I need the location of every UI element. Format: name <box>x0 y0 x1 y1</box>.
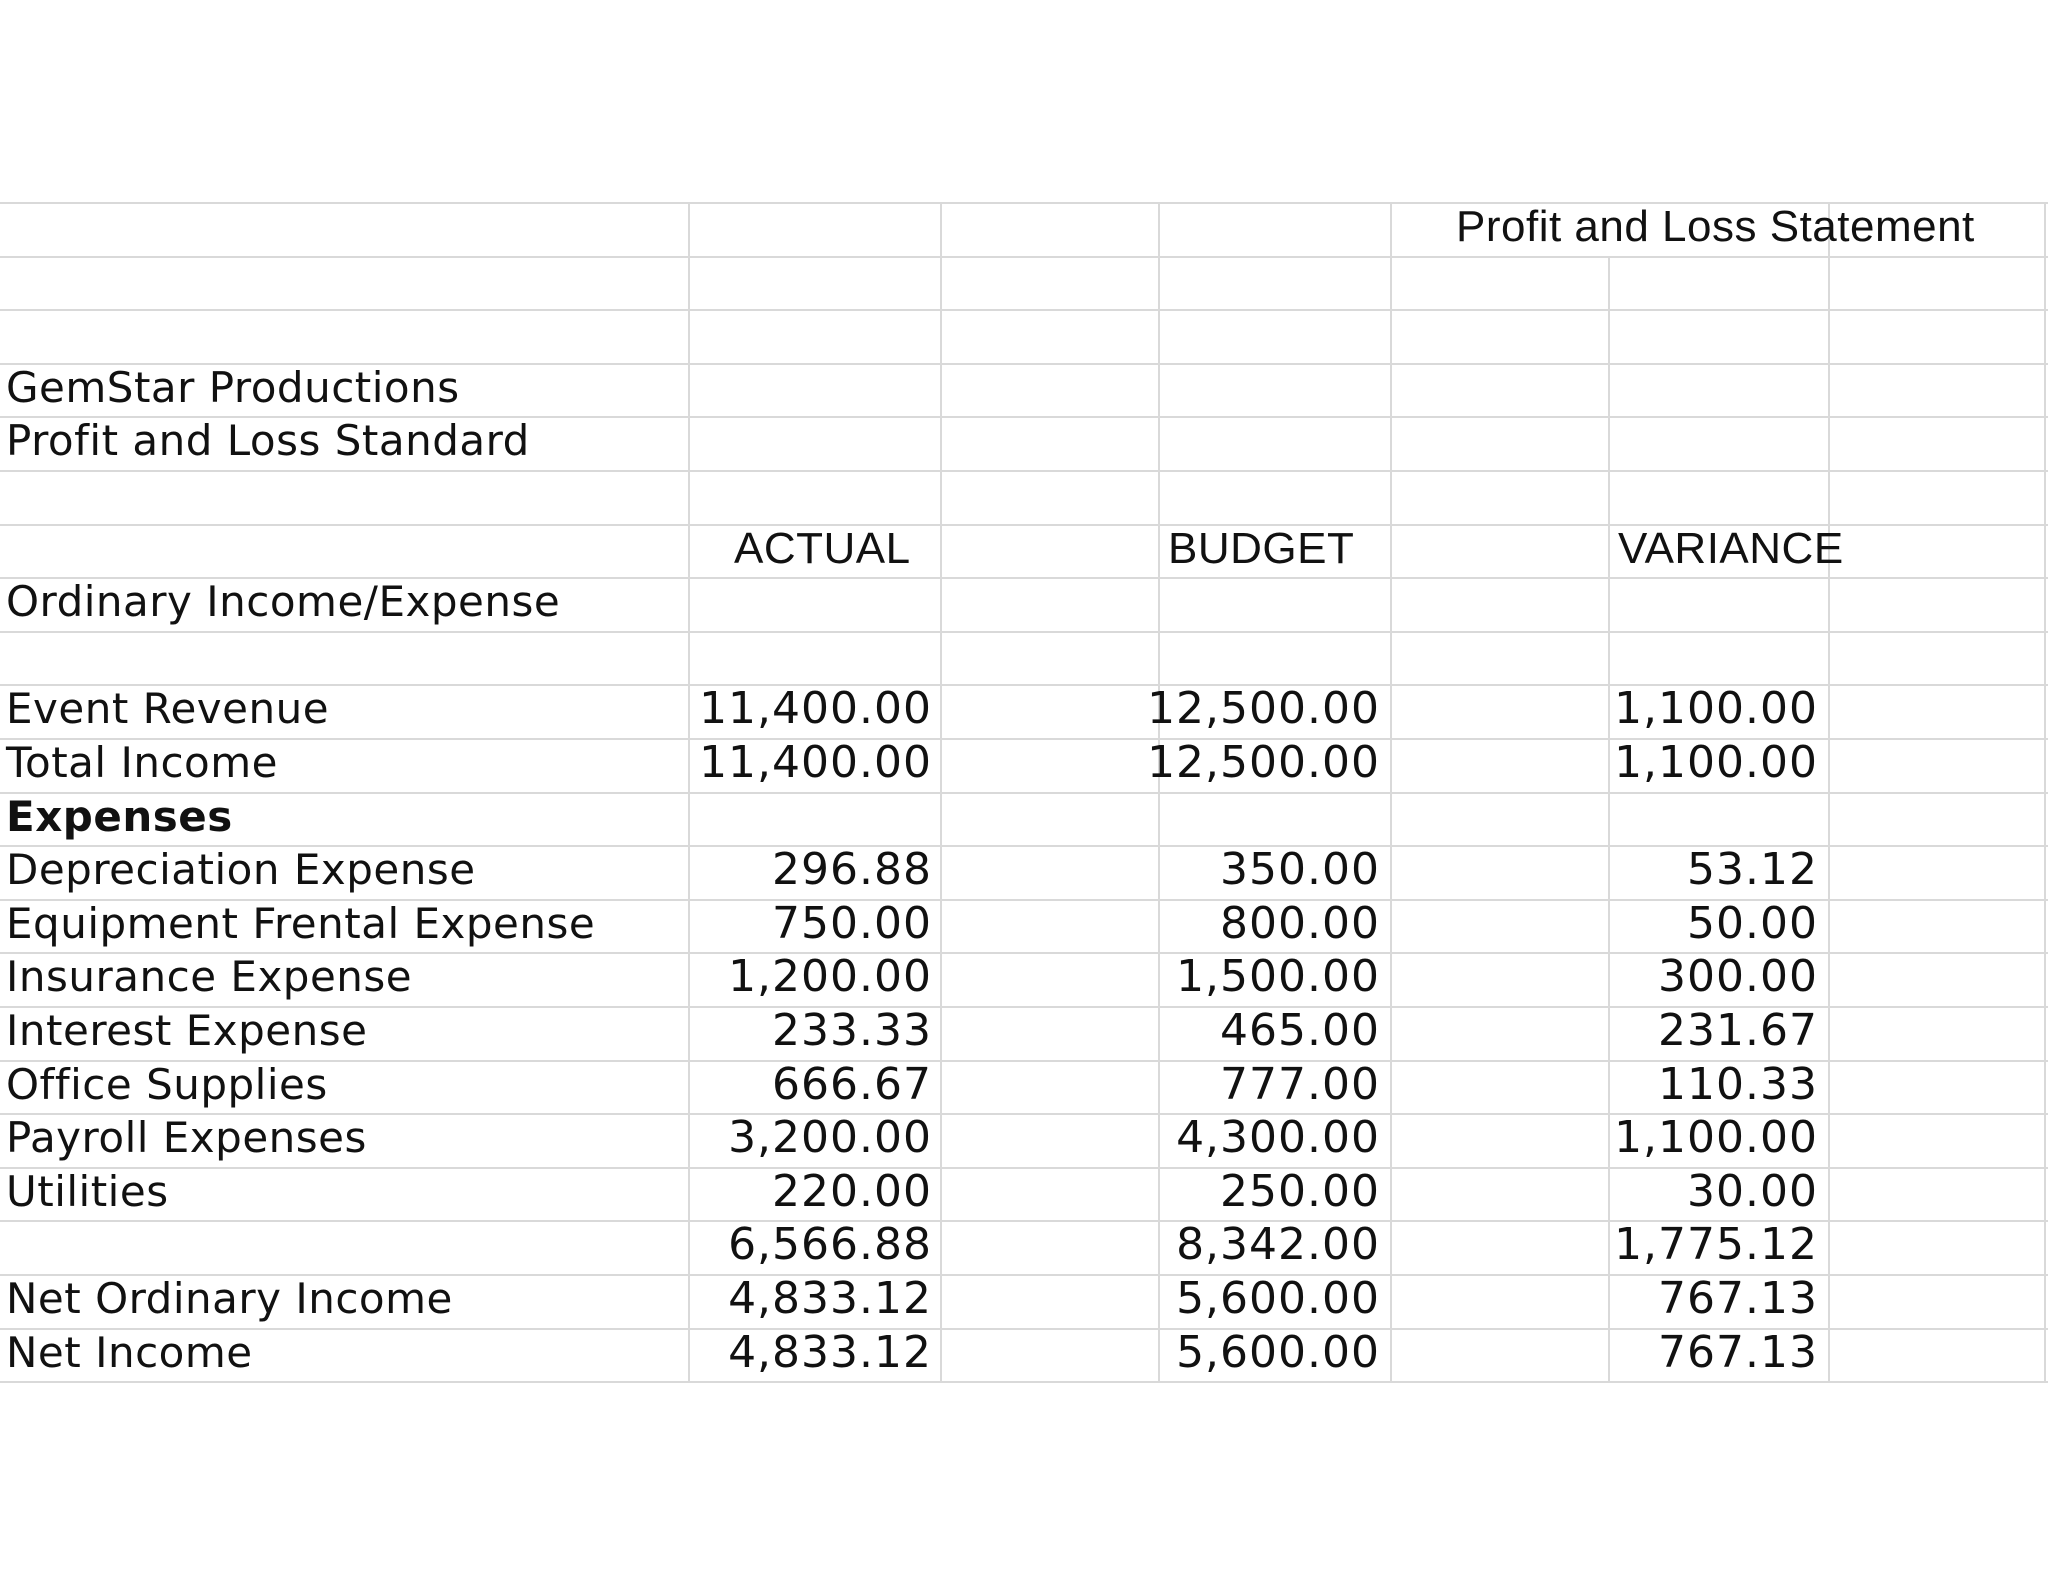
row-label: Event Revenue <box>6 684 330 733</box>
cell-budget: 465.00 <box>1220 1005 1380 1056</box>
cell-budget: 350.00 <box>1220 844 1380 895</box>
row-label: Net Income <box>6 1328 253 1377</box>
cell-actual <box>672 790 932 844</box>
cell-budget <box>1120 790 1380 844</box>
column-header-budget: BUDGET <box>1168 524 1355 573</box>
cell-budget: 12,500.00 <box>1147 683 1380 734</box>
cell-variance <box>1558 790 1818 844</box>
cell-actual: 4,833.12 <box>728 1273 932 1324</box>
cell-variance: 1,100.00 <box>1614 737 1818 788</box>
row-label: Total Income <box>6 738 278 787</box>
cell-budget: 5,600.00 <box>1176 1273 1380 1324</box>
cell-variance: 300.00 <box>1658 951 1818 1002</box>
grid-row-line <box>0 256 2048 258</box>
row-label: Office Supplies <box>6 1060 328 1109</box>
cell-actual: 6,566.88 <box>728 1219 932 1270</box>
cell-budget: 250.00 <box>1220 1166 1380 1217</box>
row-label: Net Ordinary Income <box>6 1274 453 1323</box>
cell-budget: 800.00 <box>1220 898 1380 949</box>
column-header-variance: VARIANCE <box>1618 524 1844 573</box>
row-label: Payroll Expenses <box>6 1113 367 1162</box>
cell-budget: 4,300.00 <box>1176 1112 1380 1163</box>
row-label: Depreciation Expense <box>6 845 476 894</box>
cell-budget: 12,500.00 <box>1147 737 1380 788</box>
cell-variance: 767.13 <box>1658 1327 1818 1378</box>
grid-right-border <box>2044 202 2046 1381</box>
cell-variance: 110.33 <box>1658 1059 1818 1110</box>
cell-actual: 296.88 <box>772 844 932 895</box>
cell-actual: 11,400.00 <box>699 737 932 788</box>
cell-variance: 1,100.00 <box>1614 683 1818 734</box>
cell-actual: 3,200.00 <box>728 1112 932 1163</box>
report-title: Profit and Loss Standard <box>6 416 530 465</box>
cell-actual: 11,400.00 <box>699 683 932 734</box>
cell-budget: 777.00 <box>1220 1059 1380 1110</box>
cell-actual: 750.00 <box>772 898 932 949</box>
grid-row-line <box>0 309 2048 311</box>
cell-variance: 1,100.00 <box>1614 1112 1818 1163</box>
cell-variance: 30.00 <box>1687 1166 1818 1217</box>
column-header-actual: ACTUAL <box>734 524 911 573</box>
cell-actual: 233.33 <box>772 1005 932 1056</box>
cell-actual: 1,200.00 <box>728 951 932 1002</box>
cell-actual: 4,833.12 <box>728 1327 932 1378</box>
grid-column-line <box>1828 202 1830 1381</box>
cell-budget: 5,600.00 <box>1176 1327 1380 1378</box>
section-label: Ordinary Income/Expense <box>6 577 561 626</box>
company-name: GemStar Productions <box>6 363 460 412</box>
grid-column-line <box>1390 202 1392 1381</box>
cell-actual: 666.67 <box>772 1059 932 1110</box>
cell-variance: 50.00 <box>1687 898 1818 949</box>
grid-row-line <box>0 631 2048 633</box>
cell-budget: 1,500.00 <box>1176 951 1380 1002</box>
cell-variance: 767.13 <box>1658 1273 1818 1324</box>
row-label: Interest Expense <box>6 1006 368 1055</box>
grid-row-line <box>0 1381 2048 1383</box>
row-label: Equipment Frental Expense <box>6 899 596 948</box>
row-label: Utilities <box>6 1167 169 1216</box>
row-label: Expenses <box>6 792 233 841</box>
cell-variance: 53.12 <box>1687 844 1818 895</box>
grid-column-line <box>940 202 942 1381</box>
cell-variance: 231.67 <box>1658 1005 1818 1056</box>
cell-budget: 8,342.00 <box>1176 1219 1380 1270</box>
grid-row-line <box>0 470 2048 472</box>
statement-banner: Profit and Loss Statement <box>1456 202 1975 251</box>
cell-variance: 1,775.12 <box>1614 1219 1818 1270</box>
row-label: Insurance Expense <box>6 952 413 1001</box>
cell-actual: 220.00 <box>772 1166 932 1217</box>
